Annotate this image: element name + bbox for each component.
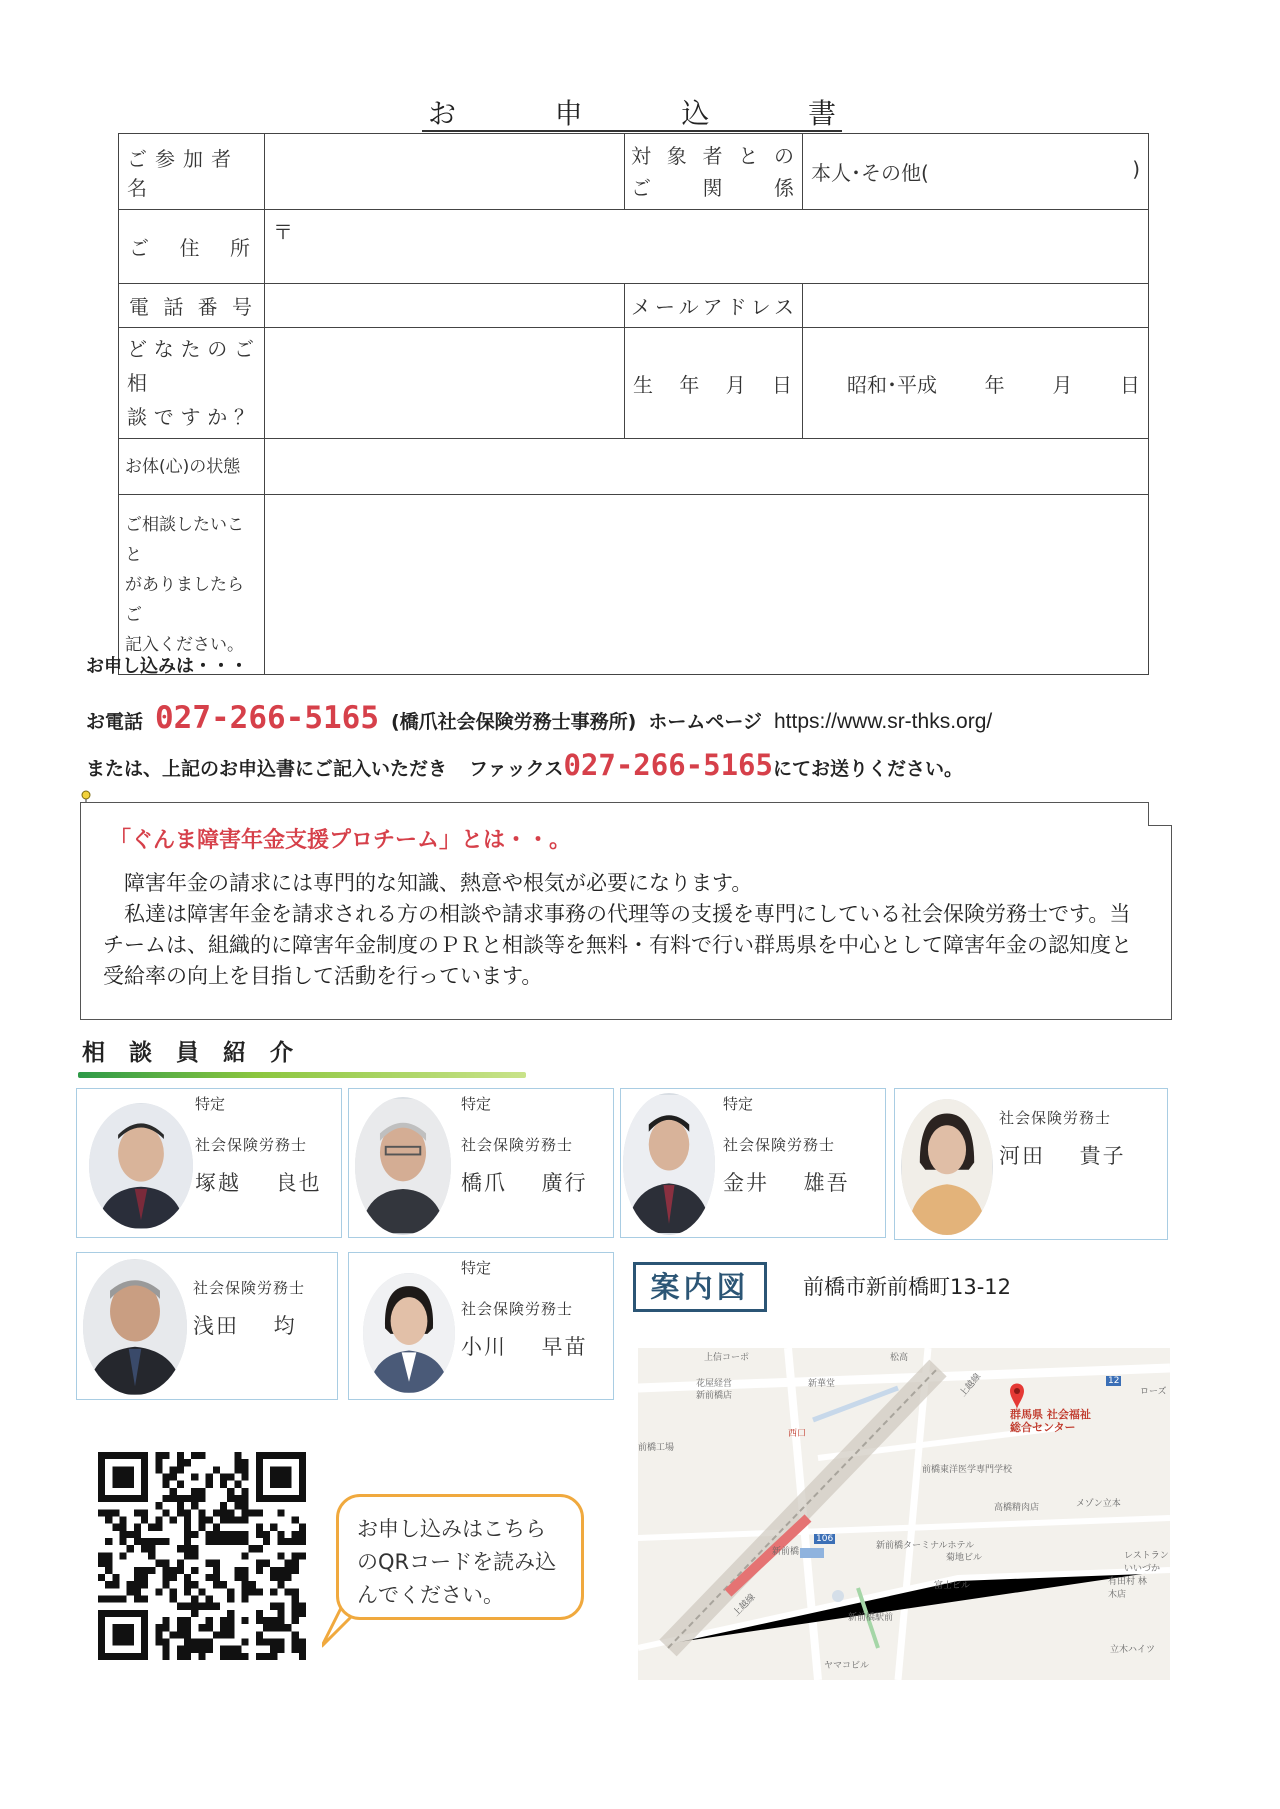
homepage-link[interactable]: https://www.sr-thks.org/ — [773, 710, 993, 733]
fax-label: ファックス — [469, 758, 564, 780]
staff-text — [461, 1257, 588, 1361]
staff-qualification: 社会保険労務士 — [195, 1136, 308, 1154]
consult-whom-line1: どなたのご相 — [127, 337, 256, 395]
person-silhouette-icon — [901, 1099, 993, 1235]
request-field[interactable] — [265, 495, 1149, 675]
form-title — [422, 92, 842, 132]
map-label: 立木ハイツ — [1110, 1645, 1156, 1655]
staff-photo — [355, 1097, 451, 1235]
map-destination-label — [1010, 1408, 1091, 1434]
staff-name: 浅田 均 — [193, 1314, 297, 1338]
staff-card — [620, 1088, 886, 1238]
person-silhouette-icon — [83, 1259, 187, 1395]
folded-corner — [1148, 802, 1172, 826]
map-label: 有田村 林木店 — [1108, 1577, 1147, 1600]
phone-line — [86, 700, 992, 740]
relation-label — [625, 134, 803, 210]
heading-underline — [78, 1072, 526, 1078]
birthday-field[interactable] — [803, 328, 1149, 439]
person-silhouette-icon — [623, 1093, 715, 1235]
staff-name: 塚越 良也 — [195, 1171, 322, 1195]
phone-label: お電話 — [86, 711, 144, 733]
staff-qualification: 社会保険労務士 — [723, 1136, 836, 1154]
phone-field[interactable] — [265, 284, 625, 328]
fax-number[interactable]: 027-266-5165 — [563, 748, 773, 782]
postal-mark: 〒 — [273, 220, 293, 244]
map-label: 上越線 — [958, 1371, 984, 1400]
staff-qualification: 社会保険労務士 — [193, 1279, 306, 1297]
address-field[interactable] — [265, 210, 1149, 284]
staff-qualification-special: 特定 — [723, 1095, 754, 1113]
office-name: (橋爪社会保険労務士事務所) — [390, 711, 637, 733]
map-label: レストラン いいづか — [1124, 1551, 1169, 1574]
person-silhouette-icon — [363, 1273, 455, 1393]
person-silhouette-icon — [355, 1097, 451, 1235]
map-label: 新前橋 — [772, 1547, 800, 1557]
staff-text — [461, 1093, 588, 1197]
condition-label: お体(心)の状態 — [119, 439, 265, 495]
consult-whom-line2: 談ですか？ — [127, 405, 256, 429]
staff-photo — [623, 1093, 715, 1235]
map-label: ヤマコビル — [824, 1661, 870, 1671]
map-label: 上越線 — [731, 1592, 758, 1619]
staff-card — [76, 1252, 338, 1400]
staff-card — [894, 1088, 1168, 1240]
fax-lead: または、上記のお申込書にご記入いただき — [86, 758, 448, 780]
map-label: 松高 — [890, 1353, 909, 1363]
about-para2: 私達は障害年金を請求される方の相談や請求事務の代理等の支援を専門にしている社会保険労務士です。当チームは、組織的に障害年金制度のＰＲと相談等を無料・有料で行い群馬県を中心として障害年金の認知度と受給率の向上を目指して活動を行っています。 — [103, 902, 1132, 988]
map-label: メゾン立本 — [1076, 1499, 1121, 1509]
qr-speech-bubble: お申し込みはこちらのQRコードを読み込んでください。 — [336, 1494, 584, 1620]
staff-card — [348, 1088, 614, 1238]
title-char: 申 — [554, 97, 583, 130]
staff-name: 河田 貴子 — [999, 1144, 1126, 1168]
map-label: 新前橋店 — [696, 1391, 733, 1401]
staff-text — [723, 1093, 850, 1197]
participant-label: ご参加者名 — [119, 134, 265, 210]
staff-text — [999, 1093, 1126, 1170]
relation-label-line1: 対象者との — [631, 143, 796, 168]
condition-field[interactable] — [265, 439, 1149, 495]
staff-heading: 相談員紹介 — [82, 1040, 317, 1066]
staff-qualification: 社会保険労務士 — [999, 1109, 1112, 1127]
request-label-line1: ご相談したいこと — [125, 514, 244, 565]
staff-qualification: 社会保険労務士 — [461, 1300, 574, 1318]
fax-line — [86, 748, 963, 788]
staff-card — [76, 1088, 342, 1238]
staff-photo — [89, 1103, 193, 1229]
map-destination-line1: 群馬県 社会福祉 — [1010, 1408, 1091, 1421]
request-label-line3: 記入ください。 — [125, 634, 244, 655]
map-label: 菊地ビル — [946, 1553, 983, 1563]
staff-photo — [363, 1273, 455, 1393]
relation-field[interactable] — [803, 134, 1149, 210]
location-map[interactable] — [638, 1348, 1170, 1680]
month-label: 月 — [1052, 372, 1073, 397]
year-label: 年 — [984, 372, 1005, 397]
about-para1: 障害年金の請求には専門的な知識、熱意や根気が必要になります。 — [124, 871, 753, 895]
map-label: 高橋精肉店 — [994, 1503, 1040, 1513]
relation-label-line2: ご関係 — [631, 175, 796, 200]
phone-label: 電話番号 — [119, 284, 265, 328]
apply-intro: お申し込みは・・・ — [86, 656, 248, 677]
title-char: 込 — [681, 97, 710, 130]
staff-qualification-special: 特定 — [195, 1095, 226, 1113]
request-label-line2: がありましたらご — [125, 574, 244, 625]
consult-whom-label — [119, 328, 265, 439]
map-label: 西口 — [788, 1429, 807, 1439]
staff-qualification-special: 特定 — [461, 1259, 492, 1277]
relation-close: ) — [1132, 157, 1140, 181]
address-label: ご住所 — [119, 210, 265, 284]
staff-name: 小川 早苗 — [461, 1335, 588, 1359]
map-address: 前橋市新前橋町13-12 — [803, 1275, 1012, 1299]
relation-value: 本人･その他( — [811, 161, 929, 185]
staff-qualification-special: 特定 — [461, 1095, 492, 1113]
staff-photo — [83, 1259, 187, 1395]
map-label: 上信コーポ — [704, 1353, 750, 1363]
email-label: メールアドレス — [625, 284, 803, 328]
day-label: 日 — [1119, 372, 1140, 397]
phone-number[interactable]: 027-266-5165 — [155, 700, 379, 736]
map-label: 前橋東洋医学専門学校 — [922, 1465, 1013, 1475]
map-label: 新前橋ターミナルホテル — [876, 1541, 975, 1551]
qr-code-icon[interactable] — [98, 1452, 306, 1660]
map-label: 花屋経営 — [696, 1379, 733, 1389]
staff-name: 橋爪 廣行 — [461, 1171, 588, 1195]
staff-photo — [901, 1099, 993, 1235]
title-char: 書 — [807, 97, 836, 130]
person-silhouette-icon — [89, 1103, 193, 1229]
map-label: 新華堂 — [808, 1379, 836, 1389]
title-char: お — [428, 97, 457, 130]
about-title: 「ぐんま障害年金支援プロチーム」とは・・。 — [109, 828, 572, 853]
map-title: 案内図 — [633, 1262, 767, 1312]
staff-name: 金井 雄吾 — [723, 1171, 850, 1195]
staff-text — [195, 1093, 322, 1197]
consult-whom-field[interactable] — [265, 328, 625, 439]
map-label: 新前橋駅前 — [848, 1613, 894, 1623]
about-box — [80, 802, 1172, 1020]
map-label: 富士ビル — [934, 1581, 971, 1591]
application-form — [118, 133, 1149, 675]
email-field[interactable] — [803, 284, 1149, 328]
era-label: 昭和･平成 — [847, 372, 937, 397]
birthday-label: 生年月日 — [625, 328, 803, 439]
staff-qualification: 社会保険労務士 — [461, 1136, 574, 1154]
map-route-badge: 12 — [1108, 1376, 1120, 1386]
about-text — [103, 868, 1151, 992]
participant-name-field[interactable] — [265, 134, 625, 210]
homepage-label: ホームページ — [648, 711, 762, 733]
map-label: 前橋工場 — [638, 1443, 675, 1453]
map-destination-line2: 総合センター — [1010, 1421, 1076, 1434]
request-label — [119, 495, 265, 675]
map-route-badge: 106 — [816, 1534, 834, 1544]
map-label: ローズ — [1140, 1387, 1167, 1397]
staff-card — [348, 1252, 614, 1400]
staff-text — [193, 1257, 305, 1340]
fax-tail: にてお送りください。 — [772, 758, 963, 780]
